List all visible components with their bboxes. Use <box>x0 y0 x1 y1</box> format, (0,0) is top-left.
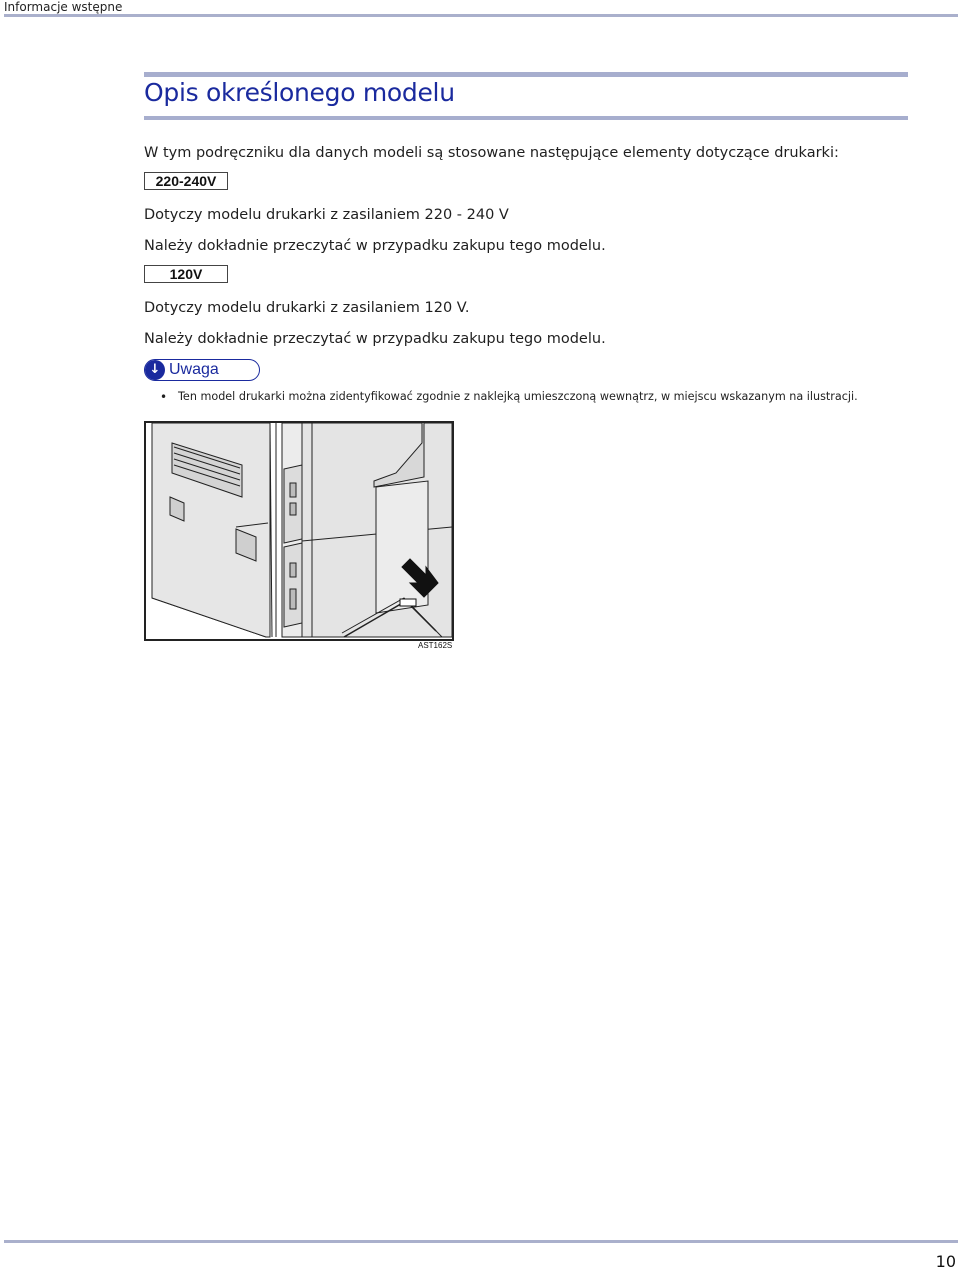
intro-paragraph: W tym podręczniku dla danych modeli są stosowane następujące elementy dotyczące drukarki: <box>144 145 839 161</box>
page-number: 10 <box>935 1252 956 1271</box>
down-arrow-icon: ↓ <box>145 360 165 380</box>
printer-drawing <box>146 423 452 639</box>
note-heading <box>144 359 260 381</box>
title-rule-top <box>144 72 908 77</box>
note-label: Uwaga <box>169 361 219 378</box>
running-header: Informacje wstępne <box>4 0 123 14</box>
model-instruction-220-240v: Należy dokładnie przeczytać w przypadku zakupu tego modelu. <box>144 238 606 254</box>
model-description-220-240v: Dotyczy modelu drukarki z zasilaniem 220 - 240 V <box>144 207 509 223</box>
model-badge-120v: 120V <box>144 265 228 283</box>
note-item: Ten model drukarki można zidentyfikować zgodnie z naklejką umieszczoną wewnątrz, w miejscu wskazanym na ilustracji. <box>178 390 858 403</box>
title-rule-bottom <box>144 116 908 120</box>
page-title: Opis określonego modelu <box>144 78 455 107</box>
model-instruction-120v: Należy dokładnie przeczytać w przypadku zakupu tego modelu. <box>144 331 606 347</box>
footer-divider <box>4 1240 958 1243</box>
header-divider <box>4 14 958 17</box>
model-badge-220-240v: 220-240V <box>144 172 228 190</box>
bullet-icon: • <box>160 390 168 404</box>
model-description-120v: Dotyczy modelu drukarki z zasilaniem 120 V. <box>144 300 470 316</box>
printer-illustration <box>144 421 454 641</box>
figure-code: AST162S <box>418 641 453 650</box>
